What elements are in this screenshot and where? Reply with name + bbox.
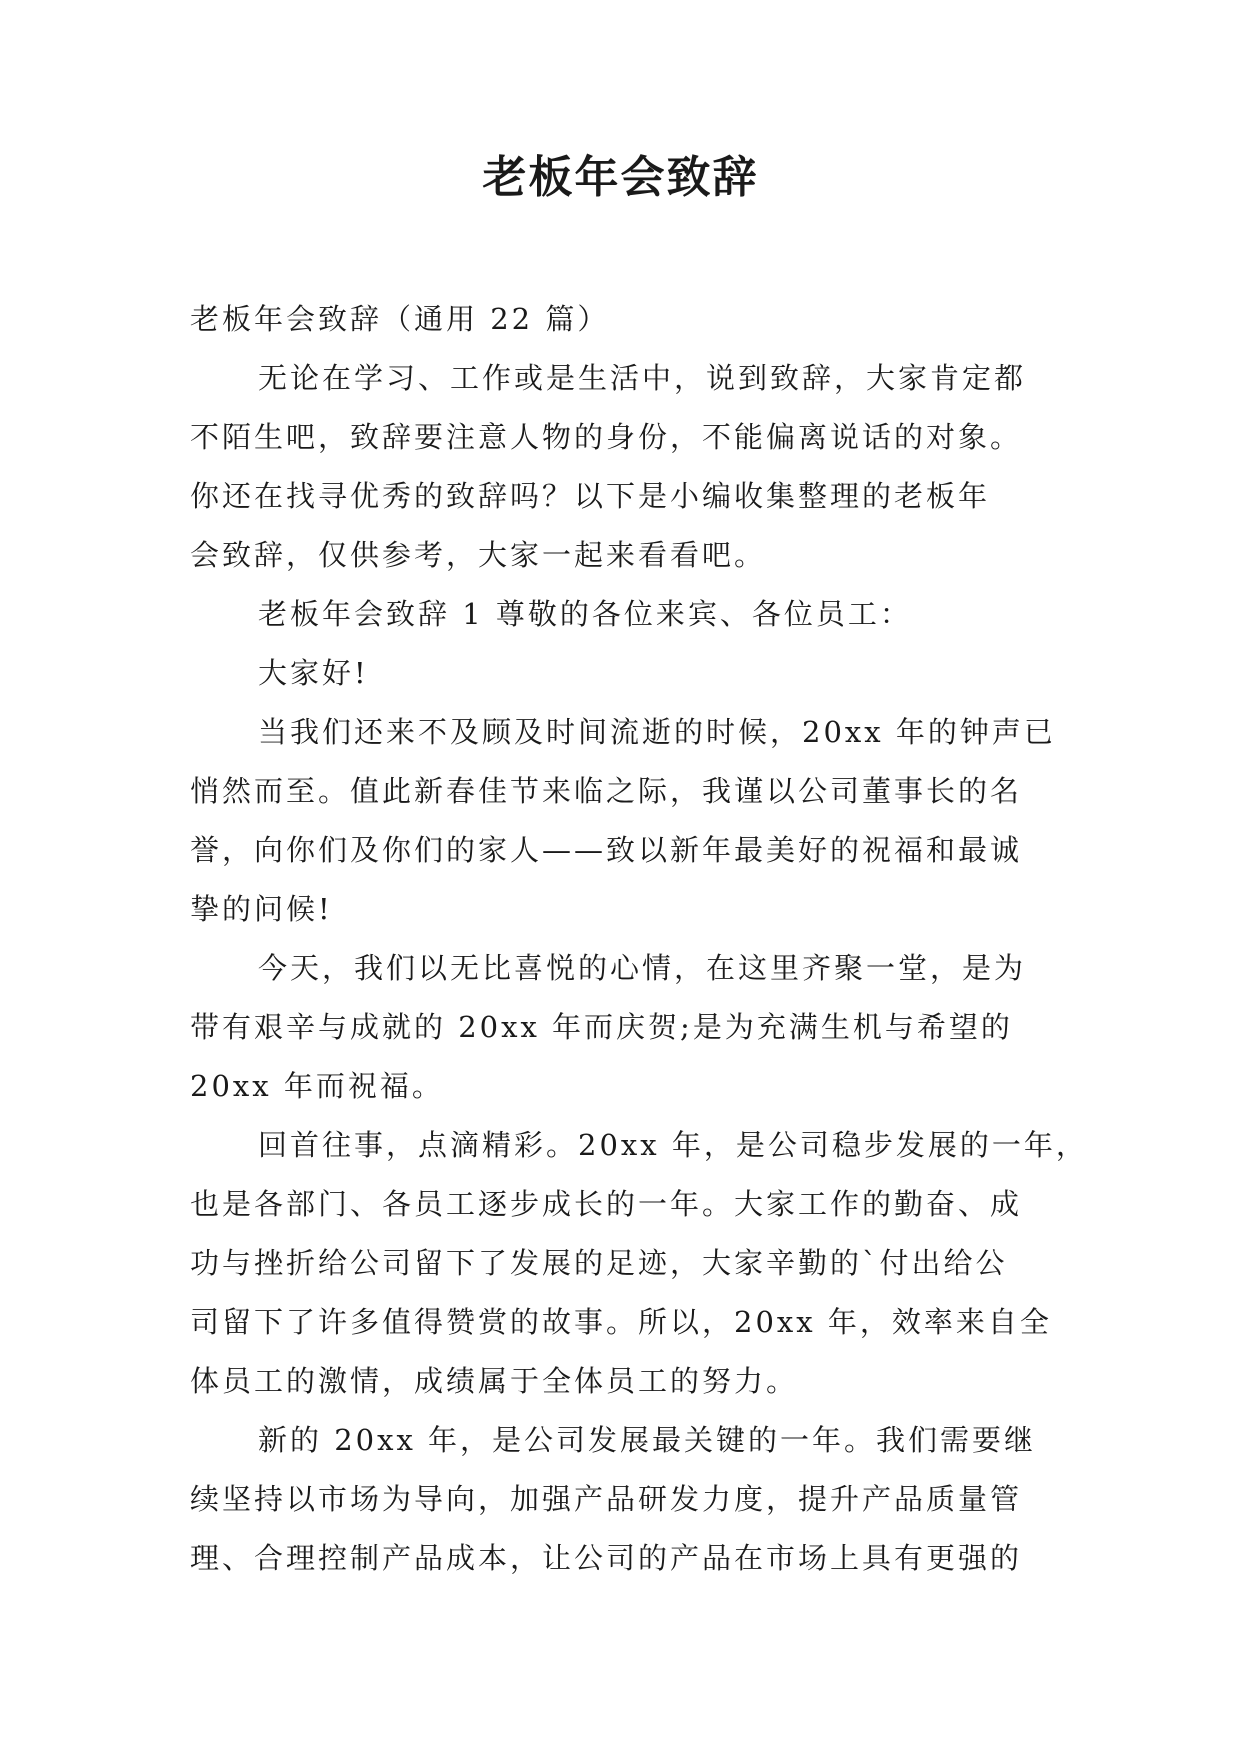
body-line: 誉，向你们及你们的家人——致以新年最美好的祝福和最诚 [190,833,1023,867]
body-line: 也是各部门、各员工逐步成长的一年。大家工作的勤奋、成 [190,1187,1023,1221]
body-line: 悄然而至。值此新春佳节来临之际，我谨以公司董事长的名 [190,774,1023,808]
body-line: 当我们还来不及顾及时间流逝的时候，20xx 年的钟声已 [258,715,1056,749]
body-line: 你还在找寻优秀的致辞吗？以下是小编收集整理的老板年 [190,479,991,513]
body-line: 新的 20xx 年，是公司发展最关键的一年。我们需要继 [258,1423,1037,1457]
body-line: 司留下了许多值得赞赏的故事。所以，20xx 年，效率来自全 [190,1305,1052,1339]
body-line: 今天，我们以无比喜悦的心情，在这里齐聚一堂，是为 [258,951,1027,985]
body-line: 20xx 年而祝福。 [190,1069,444,1103]
body-line: 老板年会致辞（通用 22 篇） [190,302,610,336]
body-line: 不陌生吧，致辞要注意人物的身份，不能偏离说话的对象。 [190,420,1023,454]
body-line: 理、合理控制产品成本，让公司的产品在市场上具有更强的 [190,1541,1023,1575]
body-line: 带有艰辛与成就的 20xx 年而庆贺;是为充满生机与希望的 [190,1010,1013,1044]
body-line: 大家好! [258,656,369,690]
body-line: 功与挫折给公司留下了发展的足迹，大家辛勤的`付出给公 [190,1246,1008,1280]
body-line: 回首往事，点滴精彩。20xx 年，是公司稳步发展的一年， [258,1128,1088,1162]
body-line: 挚的问候! [190,892,333,926]
document-title: 老板年会致辞 [482,152,759,203]
document-body [190,290,1088,1588]
body-line: 无论在学习、工作或是生活中，说到致辞，大家肯定都 [258,361,1027,395]
body-line: 老板年会致辞 1 尊敬的各位来宾、各位员工： [258,597,912,631]
body-line: 会致辞，仅供参考，大家一起来看看吧。 [190,538,767,572]
body-line: 续坚持以市场为导向，加强产品研发力度，提升产品质量管 [190,1482,1023,1516]
body-line: 体员工的激情，成绩属于全体员工的努力。 [190,1364,799,1398]
